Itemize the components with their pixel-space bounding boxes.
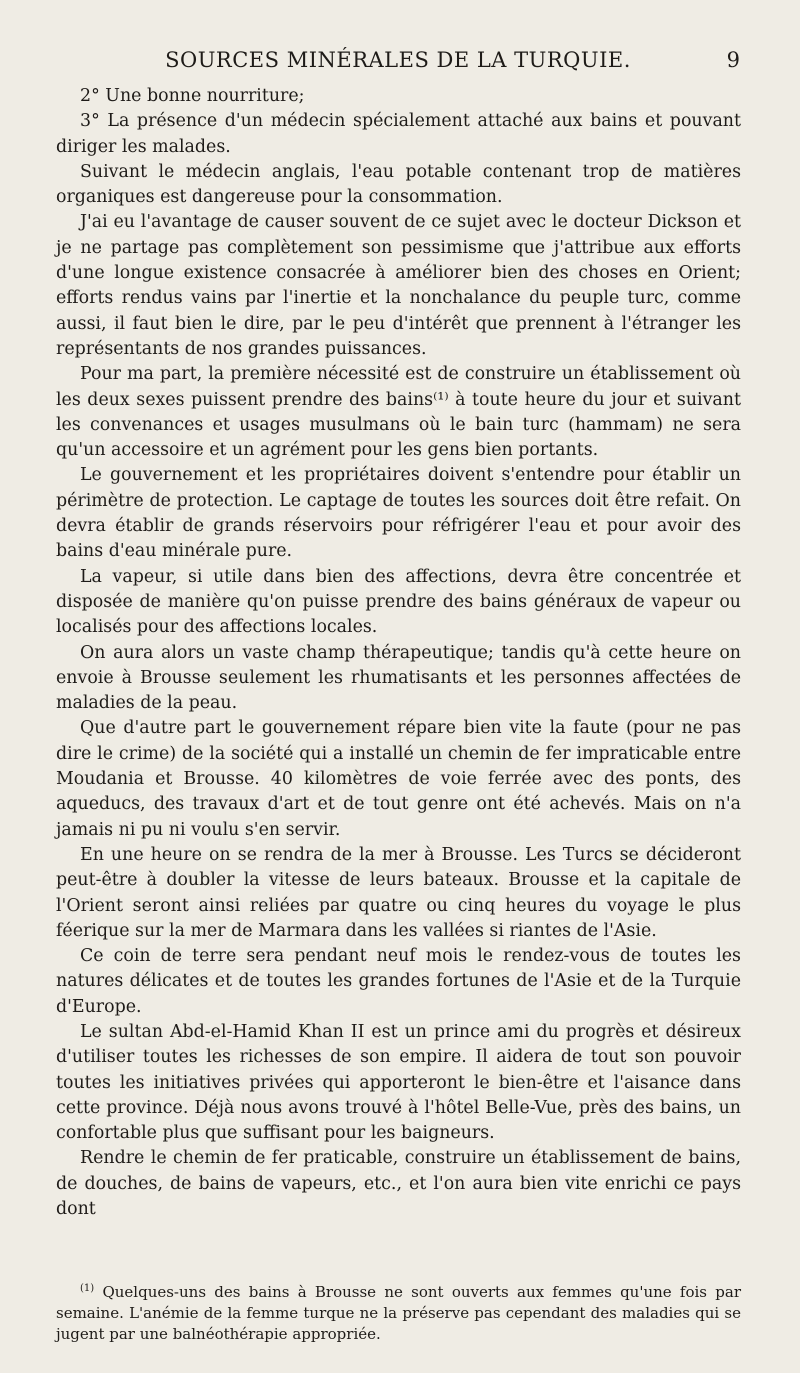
paragraph-item-3: 3° La présence d'un médecin spécialement attaché aux bains et pouvant diriger les malades. bbox=[56, 111, 741, 157]
paragraph-first-necessity: Pour ma part, la première nécessité est de construire un établissement où les deux sexes puissent prendre des bains⁽¹⁾ à toute heure du jour et suivant les convenances et usages musulmans où le bain turc (hammam) ne sera qu'un accessoire et un agrément pour les gens bien portants. bbox=[56, 364, 741, 461]
paragraph-item-2: 2° Une bonne nourriture; bbox=[80, 86, 305, 106]
running-title: SOURCES MINÉRALES DE LA TURQUIE. bbox=[165, 48, 631, 72]
page-number: 9 bbox=[726, 48, 740, 72]
paragraph-dickson: J'ai eu l'avantage de causer souvent de ce sujet avec le docteur Dickson et je ne partage pas complètement son pessimisme que j'attribue aux efforts d'une longue existence consacrée à améliorer bien des choses en Orient; efforts rendus vains par l'inertie et la nonchalance du peuple turc, comme aussi, il faut bien le dire, par le peu d'intérêt que prennent à l'étranger les représentants de nos grandes puissances. bbox=[56, 212, 741, 359]
paragraph-corner-of-earth: Ce coin de terre sera pendant neuf mois le rendez-vous de toutes les natures délicates et de toutes les grandes fortunes de l'Asie et de la Turquie d'Europe. bbox=[56, 946, 741, 1017]
footnote bbox=[56, 1282, 741, 1345]
footnote-text: Quelques-uns des bains à Brousse ne sont ouverts aux femmes qu'une fois par semaine. L'anémie de la femme turque ne la préserve pas cependant des maladies qui se jugent par une balnéothérapie appropriée. bbox=[56, 1283, 741, 1343]
paragraph-sultan: Le sultan Abd-el-Hamid Khan II est un prince ami du progrès et désireux d'utiliser toutes les richesses de son empire. Il aidera de tout son pouvoir toutes les initiatives privées qui apporteront le bien-être et l'aisance dans cette province. Déjà nous avons trouvé à l'hôtel Belle-Vue, près des bains, un confortable plus que suffisant pour les baigneurs. bbox=[56, 1021, 741, 1144]
paragraph-steam: La vapeur, si utile dans bien des affections, devra être concentrée et disposée de manière qu'on puisse prendre des bains généraux de vapeur ou localisés pour des affections locales. bbox=[56, 566, 741, 638]
paragraph-government-owners: Le gouvernement et les propriétaires doivent s'entendre pour établir un périmètre de protection. Le captage de toutes les sources doit être refait. On devra établir de grands réservoirs pour réfrigérer l'eau et pour avoir des bains d'eau minérale pure. bbox=[56, 465, 741, 562]
paragraph-english-doctor: Suivant le médecin anglais, l'eau potable contenant trop de matières organiques est dangereuse pour la consommation. bbox=[56, 161, 741, 208]
page-header bbox=[56, 48, 740, 78]
paragraph-railway: Que d'autre part le gouvernement répare bien vite la faute (pour ne pas dire le crime) de la société qui a installé un chemin de fer impraticable entre Moudania et Brousse. 40 kilomètres de voie ferrée avec des ponts, des aqueducs, des travaux d'art et de tout genre ont été achevés. Mais on n'a jamais ni pu ni voulu s'en servir. bbox=[56, 718, 741, 840]
paragraph-one-hour: En une heure on se rendra de la mer à Brousse. Les Turcs se décideront peut-être à doubler la vitesse de leurs bateaux. Brousse et la capitale de l'Orient seront ainsi reliées par quatre ou cinq heures du voyage le plus féerique sur la mer de Marmara dans les vallées si riantes de l'Asie. bbox=[56, 844, 741, 941]
footnote-marker: (1) bbox=[80, 1283, 95, 1294]
paragraph-therapeutic-field: On aura alors un vaste champ thérapeutique; tandis qu'à cette heure on envoie à Brousse seulement les rhumatisants et les personnes affectées de maladies de la peau. bbox=[56, 642, 741, 714]
body-text bbox=[56, 84, 741, 1222]
paragraph-conclusion: Rendre le chemin de fer praticable, construire un établissement de bains, de douches, de bains de vapeurs, etc., et l'on aura bien vite enrichi ce pays dont bbox=[56, 1148, 741, 1220]
